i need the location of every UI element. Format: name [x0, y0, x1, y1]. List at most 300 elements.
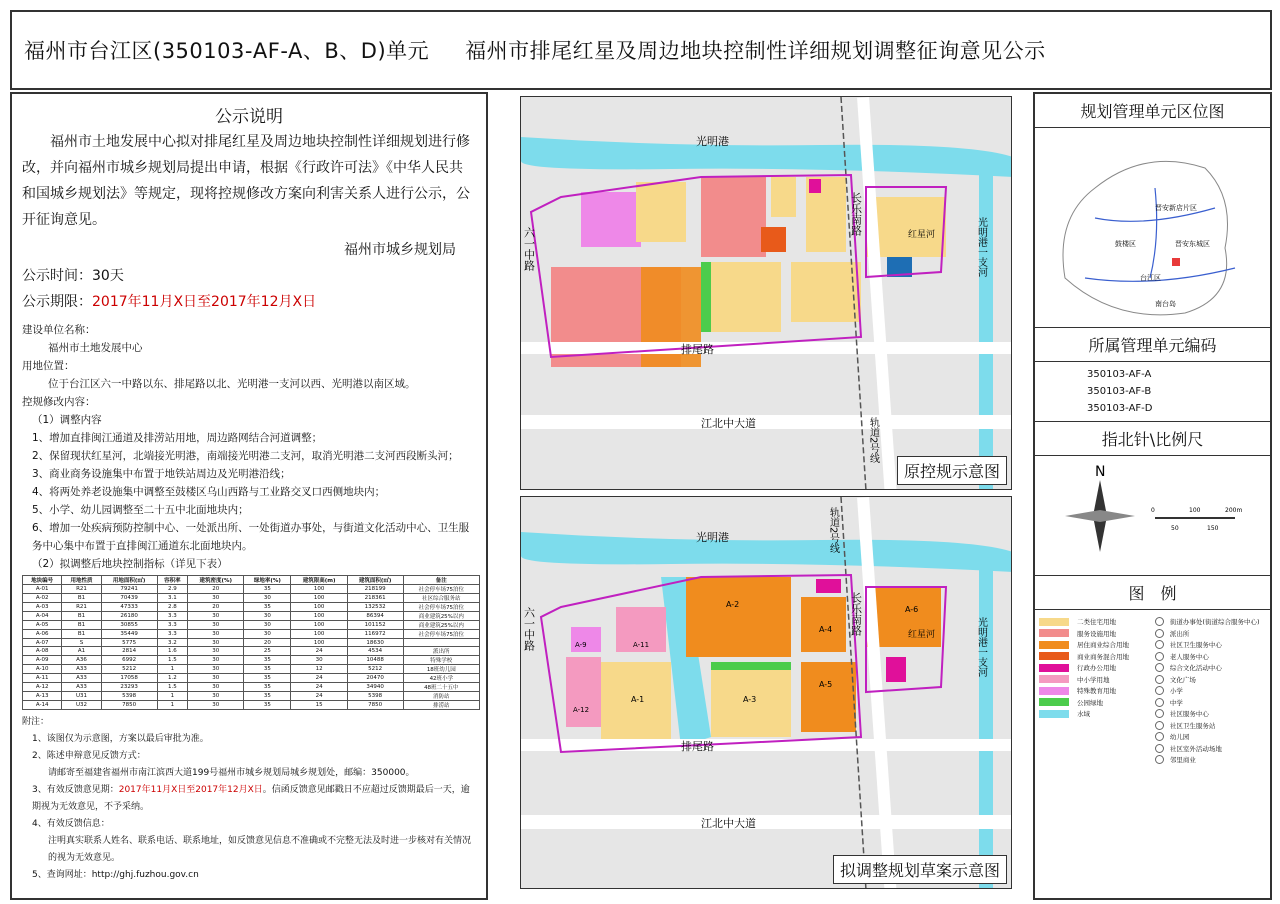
plot-label: A-2: [726, 600, 740, 609]
plot-label: A-11: [633, 641, 650, 649]
table-cell: 15: [291, 701, 347, 710]
legend-label: 文化广场: [1169, 675, 1196, 684]
note-3: [22, 782, 476, 816]
title-main: 福州市排尾红星及周边地块控制性详细规划调整征询意见公示: [465, 39, 1046, 63]
table-cell: 7850: [101, 701, 157, 710]
plot-label: A-4: [819, 625, 833, 634]
table-cell: 18班幼儿园: [403, 665, 479, 674]
item-2: 2、保留现状红星河，北端接光明港，南端接光明港二支河，取消光明港二支河西段断头河；: [32, 450, 459, 462]
table-row: [23, 621, 480, 630]
table-cell: A33: [62, 683, 101, 692]
note-2: 2、陈述申辩意见反馈方式：: [32, 751, 146, 761]
table-cell: A-01: [23, 585, 62, 594]
label-changle: 长乐南路: [849, 592, 863, 636]
table-cell: A1: [62, 647, 101, 656]
table-cell: 20: [244, 639, 291, 647]
legend-label: 二类住宅用地: [1077, 618, 1116, 627]
table-cell: 47333: [101, 603, 157, 612]
table-cell: 30: [188, 647, 244, 656]
legend-item: [1155, 754, 1266, 766]
plot-label: A-12: [573, 706, 590, 714]
sub2: （2）拟调整后地块控制指标（详见下表）: [32, 558, 228, 570]
table-cell: 17058: [101, 674, 157, 683]
adjusted-map-svg: [521, 497, 1012, 889]
plot: [581, 192, 641, 247]
legend-label: 特殊教育用地: [1077, 687, 1116, 696]
table-cell: 30: [188, 594, 244, 603]
table-cell: 24: [291, 692, 347, 701]
legend-title: 图 例: [1035, 576, 1270, 610]
legend-label: 公园绿地: [1077, 698, 1103, 707]
legend-label: 服务设施用地: [1077, 629, 1116, 638]
facility-icon: [1155, 744, 1164, 753]
north-title: 指北针\比例尺: [1035, 422, 1270, 456]
table-cell: 30: [188, 683, 244, 692]
scale-label: 50: [1171, 525, 1179, 532]
legend-item: [1039, 685, 1155, 697]
code-list: [1035, 362, 1270, 422]
loc-label: 南台岛: [1155, 300, 1176, 308]
table-cell: 30: [188, 612, 244, 621]
legend-item: [1155, 639, 1266, 651]
legend-label: 老人服务中心: [1169, 652, 1209, 661]
table-cell: A-05: [23, 621, 62, 630]
table-cell: 30: [188, 630, 244, 639]
legend-label: 街道办事处(街道综合服务中心): [1169, 618, 1260, 627]
table-cell: 35: [244, 665, 291, 674]
legend-swatch: [1039, 641, 1069, 649]
table-cell: 100: [291, 621, 347, 630]
label-liuyi: 六一中路: [522, 607, 536, 651]
item-3: 3、商业商务设施集中布置于地铁站周边及光明港沿线；: [32, 468, 291, 480]
table-row: [23, 585, 480, 594]
title-unit: 福州市台江区(350103-AF-A、B、D)单元: [24, 39, 430, 63]
table-cell: 116972: [347, 630, 403, 639]
road-jiangbei: [521, 815, 1012, 829]
plot: [761, 227, 786, 252]
unit-label: 建设单位名称：: [22, 324, 96, 336]
table-cell: 30: [244, 594, 291, 603]
table-cell: A-04: [23, 612, 62, 621]
label-jiangbei: 江北中大道: [701, 417, 756, 430]
table-cell: A-10: [23, 665, 62, 674]
legend-swatch: [1039, 698, 1069, 706]
table-cell: 3.3: [157, 630, 188, 639]
scale-label: 100: [1189, 507, 1201, 514]
label-branch: 光明港一支河: [975, 617, 987, 677]
table-cell: 排涝站: [403, 701, 479, 710]
table-cell: 7850: [347, 701, 403, 710]
details: [22, 321, 476, 573]
plot: [771, 177, 796, 217]
table-cell: A-06: [23, 630, 62, 639]
legend-label: 居住商业综合用地: [1077, 641, 1129, 650]
loc-label: 用地位置：: [22, 360, 75, 372]
plot-A1: [601, 662, 671, 747]
table-cell: 1.5: [157, 683, 188, 692]
table-cell: 86394: [347, 612, 403, 621]
plot: [701, 262, 711, 332]
plot: [809, 179, 821, 193]
facility-icon: [1155, 640, 1164, 649]
label-paiwei: 排尾路: [681, 343, 714, 356]
legend-item: [1155, 674, 1266, 686]
legend-label: 社区卫生服务站: [1169, 721, 1216, 730]
label-hongxing: 红星河: [908, 630, 936, 640]
table-cell: 30: [244, 612, 291, 621]
original-plan-map: [520, 96, 1012, 490]
table-cell: 30: [188, 701, 244, 710]
legend-label: 小学: [1169, 687, 1183, 696]
table-cell: 1: [157, 701, 188, 710]
table-cell: A-13: [23, 692, 62, 701]
location-map: [1035, 128, 1270, 328]
label-changle: 长乐南路: [849, 192, 863, 236]
table-row: [23, 701, 480, 710]
table-cell: 3.3: [157, 612, 188, 621]
scale-label: 0: [1151, 507, 1155, 514]
table-cell: 35: [244, 683, 291, 692]
table-cell: 35: [244, 603, 291, 612]
content-label: 控规修改内容：: [22, 396, 96, 408]
table-cell: 218199: [347, 585, 403, 594]
legend-swatch: [1039, 687, 1069, 695]
table-cell: 30: [244, 630, 291, 639]
map2-caption: 拟调整规划草案示意图: [833, 855, 1007, 884]
legend-item: [1155, 651, 1266, 663]
table-cell: A33: [62, 674, 101, 683]
table-cell: 34940: [347, 683, 403, 692]
code-item: 350103-AF-D: [1087, 403, 1153, 414]
note-3b: 2017年11月X日至2017年12月X日: [118, 785, 263, 795]
loc-label: 台江区: [1140, 274, 1161, 282]
th: 地块编号: [23, 576, 62, 585]
table-cell: 5398: [347, 692, 403, 701]
label-paiwei: 排尾路: [681, 740, 714, 753]
item-5: 5、小学、幼儿园调整至二十五中北面地块内；: [32, 504, 249, 516]
table-cell: 26180: [101, 612, 157, 621]
plot: [636, 182, 686, 242]
plot-label: A-5: [819, 680, 833, 689]
th: 建筑密度(%): [188, 576, 244, 585]
table-row: [23, 692, 480, 701]
table-cell: 30: [244, 621, 291, 630]
page-title: [10, 10, 1272, 90]
plot-A2: [686, 577, 791, 657]
item-6: 6、增加一处疾病预防控制中心、一处派出所、一处街道办事处，与街道文化活动中心、卫生服务中心集中布置于直排闽江通道东北面地块内。: [32, 522, 470, 552]
table-cell: 218361: [347, 594, 403, 603]
table-cell: 25: [244, 647, 291, 656]
facility-icon: [1155, 663, 1164, 672]
info-panel: [1033, 92, 1272, 900]
legend-label: 中小学用地: [1077, 675, 1110, 684]
notice-period: [22, 291, 476, 311]
notes: [22, 714, 476, 884]
legend-label: 行政办公用地: [1077, 664, 1116, 673]
table-cell: 1: [157, 692, 188, 701]
legend-item: [1155, 697, 1266, 709]
item-4: 4、将两处养老设施集中调整至鼓楼区乌山西路与工业路交叉口西侧地块内；: [32, 486, 386, 498]
table-cell: 5775: [101, 639, 157, 647]
th: 建筑面积(㎡): [347, 576, 403, 585]
table-cell: 101152: [347, 621, 403, 630]
legend-label: 社区室外活动场地: [1169, 744, 1222, 753]
code-item: 350103-AF-B: [1087, 386, 1152, 397]
facility-icon: [1155, 675, 1164, 684]
label-guangming: 光明港: [696, 135, 729, 148]
plot-A5: [801, 662, 856, 732]
north-letter: N: [1095, 464, 1106, 480]
table-cell: 4534: [347, 647, 403, 656]
table-cell: A-03: [23, 603, 62, 612]
facility-icon: [1155, 686, 1164, 695]
table-cell: 5212: [347, 665, 403, 674]
loc-label: 晋安新店片区: [1155, 204, 1197, 212]
plot: [791, 262, 861, 322]
notice-heading: 公示说明: [215, 107, 283, 127]
table-cell: 70439: [101, 594, 157, 603]
label-liuyi: 六一中路: [522, 227, 536, 271]
table-cell: B1: [62, 621, 101, 630]
table-cell: 商业建筑25%以内: [403, 621, 479, 630]
legend-label: 水域: [1077, 710, 1090, 719]
table-cell: 30: [188, 665, 244, 674]
table-cell: U32: [62, 701, 101, 710]
table-row: [23, 594, 480, 603]
note-2a: 请邮寄至福建省福州市南江滨西大道199号福州市城乡规划局城乡规划处，邮编：350000。: [48, 768, 415, 778]
table-cell: 18630: [347, 639, 403, 647]
table-row: [23, 665, 480, 674]
table-cell: 35: [244, 656, 291, 665]
table-cell: 132532: [347, 603, 403, 612]
legend-label: 中学: [1169, 698, 1183, 707]
table-cell: 30: [188, 639, 244, 647]
legend-item: [1039, 628, 1155, 640]
table-cell: 5398: [101, 692, 157, 701]
legend-item: [1155, 685, 1266, 697]
notice-panel: [10, 92, 488, 900]
code-item: 350103-AF-A: [1087, 369, 1152, 380]
table-cell: 1.6: [157, 647, 188, 656]
th: 绿地率(%): [244, 576, 291, 585]
table-cell: 1.5: [157, 656, 188, 665]
note-3c: 。信函反馈意见邮戳日不应超过反馈期最后一天，逾期视为无效意见，不予采纳。: [32, 785, 470, 812]
legend-swatch: [1039, 710, 1069, 718]
table-cell: 100: [291, 612, 347, 621]
scale-label: 200m: [1225, 507, 1243, 514]
table-cell: A36: [62, 656, 101, 665]
legend-item: [1155, 616, 1266, 628]
table-cell: 35: [244, 674, 291, 683]
legend-item: [1155, 743, 1266, 755]
legend-label: 幼儿园: [1169, 733, 1190, 742]
note-4: 4、有效反馈信息：: [32, 819, 110, 829]
legend-swatch: [1039, 664, 1069, 672]
table-cell: 30: [188, 656, 244, 665]
table-cell: A33: [62, 665, 101, 674]
unit-value: 福州市土地发展中心: [48, 342, 143, 354]
table-cell: 派出所: [403, 647, 479, 656]
table-cell: 30: [291, 656, 347, 665]
period-label: 公示期限：: [22, 294, 92, 310]
table-cell: 商业建筑25%以内: [403, 612, 479, 621]
note-5: 5、查询网址：http://ghj.fuzhou.gov.cn: [32, 870, 199, 880]
table-header-row: [23, 576, 480, 585]
table-cell: 48班二十五中: [403, 683, 479, 692]
legend: [1035, 610, 1270, 772]
label-hongxing: 红星河: [908, 230, 936, 240]
table-cell: 特殊学校: [403, 656, 479, 665]
table-cell: 社区综合服务站: [403, 594, 479, 603]
legend-swatch: [1039, 618, 1069, 626]
table-cell: B1: [62, 630, 101, 639]
table-cell: A-09: [23, 656, 62, 665]
legend-label: 商业商务混合用地: [1077, 652, 1129, 661]
table-cell: 消防站: [403, 692, 479, 701]
plot-green: [711, 662, 791, 670]
legend-item: [1039, 674, 1155, 686]
table-row: [23, 683, 480, 692]
table-cell: 30855: [101, 621, 157, 630]
locmap-title: 规划管理单元区位图: [1035, 94, 1270, 128]
plot: [701, 177, 766, 257]
legend-item: [1039, 639, 1155, 651]
legend-item: [1039, 651, 1155, 663]
table-cell: 30: [188, 692, 244, 701]
table-row: [23, 647, 480, 656]
table-cell: 2.8: [157, 603, 188, 612]
table-cell: A-14: [23, 701, 62, 710]
plot-label: A-6: [905, 605, 919, 614]
facility-icon: [1155, 732, 1164, 741]
table-cell: 30: [188, 621, 244, 630]
facility-icon: [1155, 617, 1164, 626]
sub1: （1）调整内容: [32, 414, 102, 426]
table-cell: 24: [291, 674, 347, 683]
table-cell: 35: [244, 692, 291, 701]
plot-label: A-1: [631, 695, 645, 704]
table-cell: 3.3: [157, 621, 188, 630]
table-cell: 12: [291, 665, 347, 674]
table-cell: 2.9: [157, 585, 188, 594]
table-cell: 20: [188, 603, 244, 612]
period-value: 2017年11月X日至2017年12月X日: [92, 294, 317, 310]
table-cell: 100: [291, 594, 347, 603]
legend-swatch: [1039, 675, 1069, 683]
location-map-svg: [1035, 128, 1270, 328]
legend-icons: [1155, 616, 1266, 766]
note-3a: 3、有效反馈意见期：: [32, 785, 119, 795]
table-cell: [403, 639, 479, 647]
th: 建筑限高(m): [291, 576, 347, 585]
facility-icon: [1155, 698, 1164, 707]
th: 用地性质: [62, 576, 101, 585]
label-guangming: 光明港: [696, 531, 729, 544]
road-jiangbei: [521, 415, 1012, 429]
label-jiangbei: 江北中大道: [701, 817, 756, 830]
table-cell: R21: [62, 585, 101, 594]
legend-item: [1155, 731, 1266, 743]
code-title: 所属管理单元编码: [1035, 328, 1270, 362]
facility-icon: [1155, 709, 1164, 718]
table-cell: 社会停车场75泊位: [403, 585, 479, 594]
legend-item: [1155, 720, 1266, 732]
legend-label: 派出所: [1169, 629, 1190, 638]
notice-signature: 福州市城乡规划局: [344, 242, 456, 258]
table-cell: 35: [244, 585, 291, 594]
table-row: [23, 630, 480, 639]
original-map-svg: [521, 97, 1012, 490]
table-row: [23, 603, 480, 612]
table-row: [23, 656, 480, 665]
table-row: [23, 674, 480, 683]
scale-label: 150: [1207, 525, 1219, 532]
table-cell: A-02: [23, 594, 62, 603]
table-cell: A-08: [23, 647, 62, 656]
table-cell: 24: [291, 683, 347, 692]
table-row: [23, 612, 480, 621]
table-cell: 5212: [101, 665, 157, 674]
legend-item: [1039, 616, 1155, 628]
plot-A12: [566, 657, 601, 727]
table-cell: B1: [62, 594, 101, 603]
table-cell: 24: [291, 647, 347, 656]
label-metro: 轨道2号线: [827, 507, 839, 554]
table-cell: 100: [291, 630, 347, 639]
legend-item: [1039, 708, 1155, 720]
label-branch: 光明港一支河: [975, 217, 987, 277]
map1-caption: 原控规示意图: [897, 456, 1007, 485]
table-cell: A-07: [23, 639, 62, 647]
river-branch: [979, 557, 993, 889]
table-cell: U31: [62, 692, 101, 701]
table-cell: B1: [62, 612, 101, 621]
plot-admin2: [886, 657, 906, 682]
note-1: 1、该图仅为示意图，方案以最后审批为准。: [32, 734, 209, 744]
north-scale: [1035, 456, 1270, 576]
table-row: [23, 639, 480, 647]
plot-label: A-9: [575, 641, 587, 649]
table-cell: 3.2: [157, 639, 188, 647]
table-cell: S: [62, 639, 101, 647]
table-cell: 100: [291, 603, 347, 612]
table-cell: A-12: [23, 683, 62, 692]
th: 备注: [403, 576, 479, 585]
table-cell: 10488: [347, 656, 403, 665]
adjusted-plan-map: [520, 496, 1012, 889]
table-cell: A-11: [23, 674, 62, 683]
notice-duration: 公示时间：30天: [22, 268, 124, 284]
table-cell: 1.2: [157, 674, 188, 683]
legend-item: [1155, 628, 1266, 640]
legend-swatch: [1039, 652, 1069, 660]
plot-admin: [816, 579, 841, 593]
legend-label: 综合文化活动中心: [1169, 664, 1222, 673]
table-cell: 100: [291, 585, 347, 594]
loc-label: 鼓楼区: [1115, 240, 1136, 248]
river-branch: [979, 157, 993, 490]
loc-label: 晋安东城区: [1175, 240, 1210, 248]
table-cell: 79241: [101, 585, 157, 594]
table-cell: R21: [62, 603, 101, 612]
table-cell: 2814: [101, 647, 157, 656]
th: 用地面积(㎡): [101, 576, 157, 585]
north-arrow-icon: [1035, 456, 1270, 576]
facility-icon: [1155, 629, 1164, 638]
table-cell: 1: [157, 665, 188, 674]
table-cell: 社会停车场75泊位: [403, 603, 479, 612]
legend-swatch: [1039, 629, 1069, 637]
